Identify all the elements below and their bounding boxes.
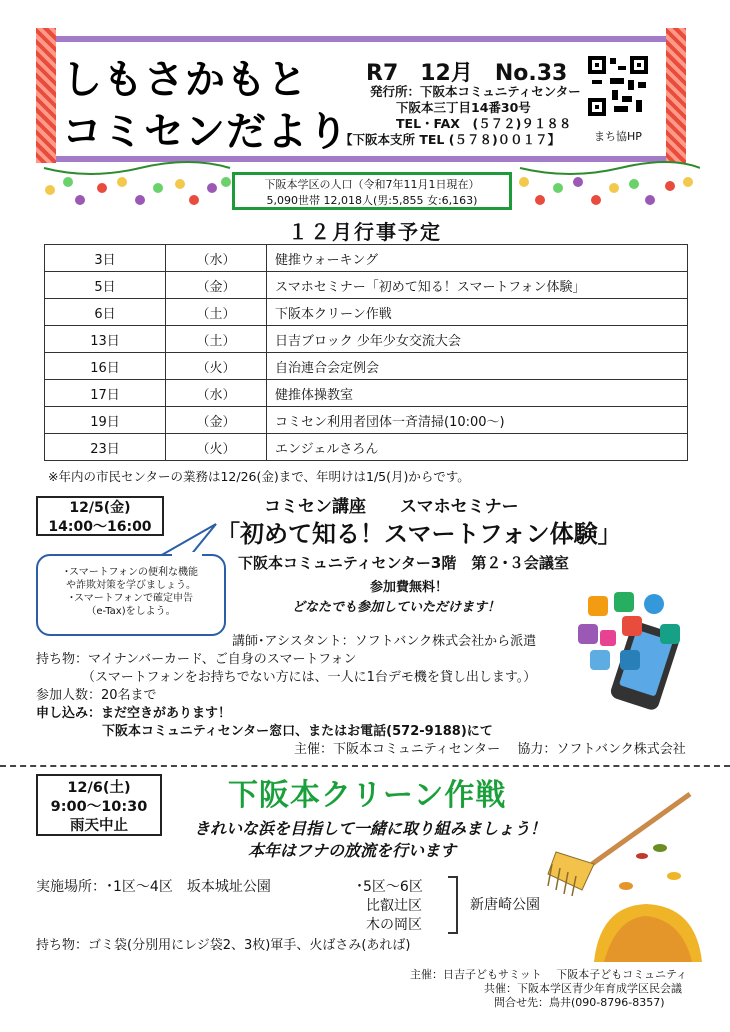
seminar-apply: 申し込み：まだ空きがあります！ — [36, 706, 232, 721]
cleanup-place-b3: 木の岡区 — [366, 917, 422, 933]
newsletter-title-line1: しもさかもと — [62, 57, 308, 103]
bubble-line: ･スマートフォンの便利な機能 — [64, 567, 198, 578]
schedule-day: 3日 — [45, 245, 166, 272]
seminar-capacity: 参加人数：20名まで — [36, 688, 157, 703]
bubble-line: （e-Tax)をしよう。 — [86, 606, 176, 617]
seminar-time: 14:00～16:00 — [48, 519, 152, 535]
cleanup-date-box — [36, 774, 162, 836]
cleanup-time: 9:00～10:30 — [50, 799, 148, 815]
rake-leaves-illustration — [546, 786, 704, 962]
schedule-event: スマホセミナー「初めて知る！スマートフォン体験」 — [267, 272, 688, 299]
cleanup-cohost: 共催：下阪本学区青少年育成学区民会議 — [484, 982, 682, 995]
cleanup-place: 実施場所：･1区～4区 坂本城址公園 — [36, 879, 271, 895]
schedule-event: エンジェルさろん — [267, 434, 688, 461]
schedule-day: 17日 — [45, 380, 166, 407]
schedule-weekday: （水） — [166, 380, 267, 407]
schedule-row — [45, 380, 688, 407]
cleanup-rain-cancel: 雨天中止 — [70, 818, 128, 834]
bubble-line: や詐欺対策を学びましょう。 — [66, 580, 196, 591]
schedule-day: 19日 — [45, 407, 166, 434]
cleanup-date: 12/6(土) — [67, 780, 131, 796]
seminar-items-note: （スマートフォンをお持ちでない方には、一人に1台デモ機を貸し出します。） — [82, 670, 537, 685]
schedule-table — [44, 244, 688, 461]
schedule-row — [45, 299, 688, 326]
schedule-weekday: （土） — [166, 326, 267, 353]
banner-right-post — [666, 28, 686, 163]
seminar-date: 12/5(金) — [69, 500, 131, 516]
seminar-items: 持ち物：マイナンバーカード、ご自身のスマートフォン — [36, 652, 357, 667]
schedule-day: 5日 — [45, 272, 166, 299]
cleanup-host: 主催：日吉子どもサミット 下阪本子どもコミュニティ — [410, 968, 688, 981]
smartphone-apps-illustration — [576, 592, 688, 710]
cleanup-place-b1: ･5区～6区 — [356, 879, 423, 895]
seminar-venue: 下阪本コミュニティセンター3階 第２･３会議室 — [238, 554, 569, 572]
tel-fax: TEL・FAX (５７２)９１８８ — [396, 116, 572, 131]
seminar-host: 主催：下阪本コミュニティセンター 協力：ソフトバンク株式会社 — [294, 742, 686, 757]
cleanup-contact: 問合せ先：鳥井(090-8796-8357) — [494, 996, 665, 1009]
cleanup-title: 下阪本クリーン作戦 — [228, 778, 507, 813]
place-brace — [448, 876, 458, 934]
cleanup-subtitle1: きれいな浜を目指して一緒に取り組みましょう！ — [194, 819, 547, 838]
seminar-date-box — [36, 496, 164, 536]
branch-tel: 【下阪本支所 TEL (５７８)００１７】 — [340, 132, 561, 147]
seminar-apply-detail: 下阪本コミュニティセンター窓口、またはお電話(572-9188)にて — [102, 724, 493, 739]
schedule-note: ※年内の市民センターの業務は12/26(金)まで、年明けは1/5(月)からです。 — [48, 469, 470, 484]
seminar-instructor: 講師･アシスタント：ソフトバンク株式会社から派遣 — [232, 634, 537, 649]
schedule-row — [45, 434, 688, 461]
seminar-fee: 参加費無料！ — [370, 580, 449, 595]
bubble-line: ･スマートフォンで確定申告 — [69, 593, 193, 604]
schedule-weekday: （金） — [166, 407, 267, 434]
schedule-row — [45, 326, 688, 353]
bubble-tail-cover — [172, 552, 202, 560]
speech-bubble — [36, 554, 226, 636]
seminar-everyone: どなたでも参加していただけます！ — [292, 600, 501, 615]
schedule-weekday: （火） — [166, 434, 267, 461]
qr-code[interactable] — [588, 56, 648, 116]
schedule-event: 日吉ブロック 少年少女交流大会 — [267, 326, 688, 353]
schedule-event: 健推体操教室 — [267, 380, 688, 407]
schedule-heading: １２月行事予定 — [288, 220, 442, 244]
schedule-day: 13日 — [45, 326, 166, 353]
address: 下阪本三丁目14番30号 — [396, 100, 531, 115]
schedule-event: コミセン利用者団体一斉清掃(10:00～) — [267, 407, 688, 434]
banner-left-post — [36, 28, 56, 163]
cleanup-items: 持ち物：ゴミ袋(分別用にレジ袋2、3枚)軍手、火ばさみ(あれば) — [36, 938, 411, 953]
schedule-day: 16日 — [45, 353, 166, 380]
population-line2: 5,090世帯 12,018人(男:5,855 女:6,163) — [266, 194, 478, 207]
banner-top-rod — [42, 36, 670, 42]
publisher: 発行所：下阪本コミュニティセンター — [370, 84, 581, 99]
schedule-row — [45, 353, 688, 380]
population-box — [232, 172, 512, 210]
cleanup-subtitle2: 本年はフナの放流を行います — [248, 841, 457, 860]
schedule-day: 23日 — [45, 434, 166, 461]
qr-caption: まち協HP — [594, 130, 642, 143]
schedule-day: 6日 — [45, 299, 166, 326]
cleanup-park: 新唐崎公園 — [470, 897, 540, 913]
schedule-weekday: （水） — [166, 245, 267, 272]
population-line1: 下阪本学区の人口（令和7年11月1日現在） — [264, 178, 480, 191]
schedule-event: 健推ウォーキング — [267, 245, 688, 272]
schedule-row — [45, 245, 688, 272]
schedule-row — [45, 272, 688, 299]
schedule-event: 自治連合会定例会 — [267, 353, 688, 380]
section-divider — [0, 765, 730, 767]
cleanup-place-b2: 比叡辻区 — [366, 898, 422, 914]
schedule-event: 下阪本クリーン作戦 — [267, 299, 688, 326]
schedule-row — [45, 407, 688, 434]
schedule-weekday: （金） — [166, 272, 267, 299]
seminar-title: 「初めて知る！スマートフォン体験」 — [216, 520, 622, 548]
schedule-weekday: （火） — [166, 353, 267, 380]
schedule-weekday: （土） — [166, 299, 267, 326]
seminar-label: コミセン講座 スマホセミナー — [264, 497, 519, 517]
newsletter-title-line2: コミセンだより — [62, 109, 349, 155]
issue-number: R7 12月 No.33 — [366, 61, 568, 86]
